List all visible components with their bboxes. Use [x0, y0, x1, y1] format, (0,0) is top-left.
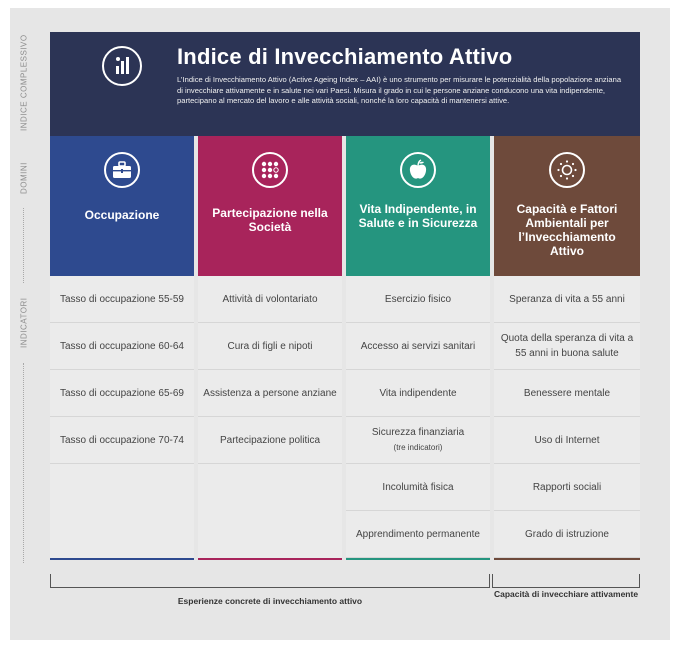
briefcase-icon [104, 152, 140, 188]
domain-title: Partecipazione nella Società [212, 206, 328, 234]
indicator-cell: Benessere mentale [494, 370, 640, 417]
header-panel [50, 32, 640, 136]
domain-header-occupazione [50, 136, 194, 276]
bar-chart-icon [102, 46, 142, 86]
indicator-cell: Uso di Internet [494, 417, 640, 464]
dotted-line-1 [23, 208, 25, 283]
domain-header-partecipazione [198, 136, 342, 276]
domain-header-capacita [494, 136, 640, 276]
domain-title: Occupazione [84, 208, 160, 222]
indicator-cell: Esercizio fisico [346, 276, 490, 323]
side-label-indicators: INDICATORI [19, 297, 29, 349]
footer-label-left: Esperienze concrete di invecchiamento attivo [177, 596, 363, 606]
sun-icon [549, 152, 585, 188]
indicator-cell [346, 417, 490, 464]
indicator-cell: Vita indipendente [346, 370, 490, 417]
indicator-cell: Speranza di vita a 55 anni [494, 276, 640, 323]
domain-title: Capacità e Fattori Ambientali per l’Invecchiamento Attivo [516, 202, 618, 258]
indicator-list [346, 276, 490, 558]
column-bottom-bar [50, 558, 194, 560]
domain-column-occupazione [50, 136, 194, 558]
indicator-cell: Cura di figli e nipoti [198, 323, 342, 370]
indicator-note: (tre indicatori) [393, 443, 443, 452]
page-title: Indice di Invecchiamento Attivo [177, 44, 513, 69]
domain-header-vita-indipendente [346, 136, 490, 276]
indicator-cell: Tasso di occupazione 70-74 [50, 417, 194, 464]
domain-column-partecipazione [198, 136, 342, 558]
indicator-cell: Tasso di occupazione 55-59 [50, 276, 194, 323]
brace-right [492, 574, 640, 588]
indicator-cell: Rapporti sociali [494, 464, 640, 511]
apple-icon [400, 152, 436, 188]
indicator-cell: Quota della speranza di vita a 55 anni in buona salute [494, 323, 640, 370]
indicator-list [50, 276, 194, 558]
people-dots-icon [252, 152, 288, 188]
indicator-list [494, 276, 640, 558]
indicator-cell: Assistenza a persone anziane [198, 370, 342, 417]
side-label-domains: DOMINI [19, 162, 29, 194]
column-bottom-bar [198, 558, 342, 560]
indicator-cell: Incolumità fisica [346, 464, 490, 511]
indicator-cell: Partecipazione politica [198, 417, 342, 464]
indicator-cell: Tasso di occupazione 65-69 [50, 370, 194, 417]
indicator-cell: Attività di volontariato [198, 276, 342, 323]
indicator-list [198, 276, 342, 558]
side-labels [10, 8, 38, 640]
indicator-cell: Apprendimento permanente [346, 511, 490, 558]
domain-column-vita-indipendente [346, 136, 490, 558]
indicator-cell: Accesso ai servizi sanitari [346, 323, 490, 370]
side-label-complex: INDICE COMPLESSIVO [19, 34, 29, 132]
footer-label-right: Capacità di invecchiare attivamente [493, 589, 639, 599]
brace-left [50, 574, 490, 588]
indicator-text: Sicurezza finanziaria [371, 427, 465, 438]
indicator-cell: Tasso di occupazione 60-64 [50, 323, 194, 370]
dotted-line-2 [23, 363, 25, 563]
infographic-frame [10, 8, 670, 640]
indicator-cell: Grado di istruzione [494, 511, 640, 558]
column-bottom-bar [346, 558, 490, 560]
column-bottom-bar [494, 558, 640, 560]
header-description: L’Indice di Invecchiamento Attivo (Active Ageing Index – AAI) è uno strumento per misurare le potenzialità della popolazione anziana di invecchiare attivamente e in salute nei vari Paesi. Misura il grado in cui le persone anziane conducono una vita indipendente, partecipano al mercato del lavoro e alle attività sociali, nonché la loro capacità di mantenersi attive. [177, 75, 622, 105]
domain-column-capacita [494, 136, 640, 558]
domain-title: Vita Indipendente, in Salute e in Sicurezza [358, 202, 478, 230]
